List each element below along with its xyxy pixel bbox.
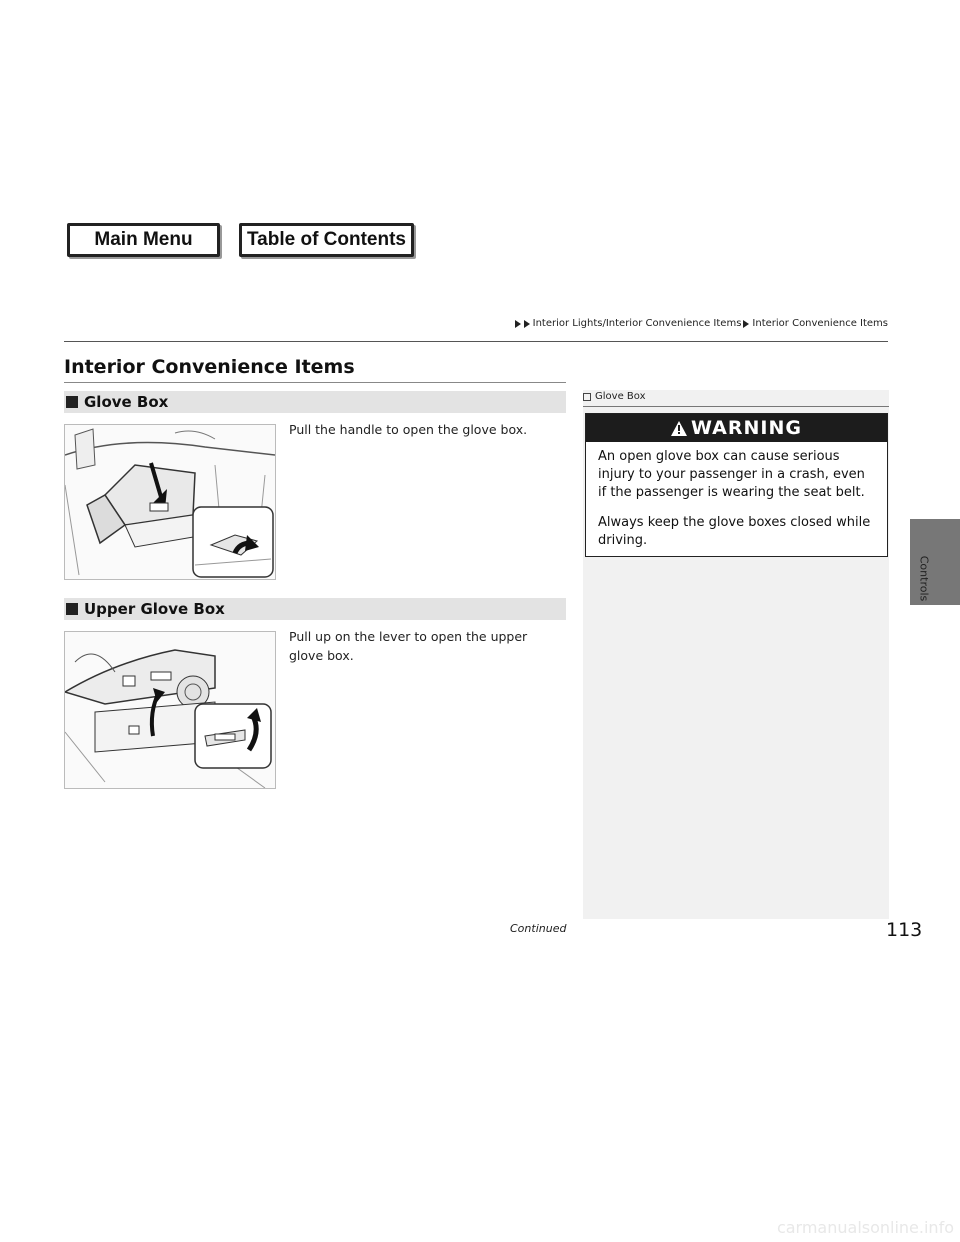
breadcrumb-part-2: Interior Convenience Items — [752, 318, 888, 329]
main-menu-button[interactable]: Main Menu — [67, 223, 220, 257]
breadcrumb-arrow-icon — [515, 320, 521, 328]
breadcrumb-arrow-icon — [524, 320, 530, 328]
breadcrumb-arrow-icon — [743, 320, 749, 328]
warning-text — [586, 442, 887, 550]
warning-paragraph-2: Always keep the glove boxes closed while driving. — [598, 515, 871, 548]
section-square-icon — [66, 603, 78, 615]
glove-box-illustration — [64, 424, 276, 580]
section-heading-upper-glove-box — [64, 598, 566, 620]
section-heading-glove-box — [64, 391, 566, 413]
title-rule — [64, 382, 566, 383]
upper-glove-box-drawing — [65, 632, 275, 788]
header-rule — [64, 341, 888, 342]
section-square-icon — [66, 396, 78, 408]
continued-label: Continued — [510, 922, 567, 935]
chapter-tab — [913, 554, 933, 614]
warning-box — [585, 413, 888, 557]
upper-glove-box-instruction: Pull up on the lever to open the upper glove box. — [289, 629, 528, 663]
watermark-text: carmanualsonline.info — [776, 1218, 954, 1237]
page-title: Interior Convenience Items — [64, 356, 355, 378]
chapter-tab-label: Controls — [917, 555, 931, 602]
warning-paragraph-1: An open glove box can cause serious injury to your passenger in a crash, even if the passenger is wearing the seat belt. — [598, 449, 865, 500]
side-note-heading — [583, 391, 645, 402]
section-heading-label: Glove Box — [84, 393, 169, 411]
warning-triangle-icon — [671, 421, 687, 436]
breadcrumb — [515, 318, 888, 329]
side-note-title: Glove Box — [595, 391, 646, 402]
upper-glove-box-illustration — [64, 631, 276, 789]
page-number: 113 — [886, 919, 923, 941]
glove-box-instruction: Pull the handle to open the glove box. — [289, 422, 528, 437]
section-heading-label: Upper Glove Box — [84, 600, 225, 618]
glove-box-drawing — [65, 425, 275, 579]
warning-header — [586, 414, 887, 442]
note-reference-icon — [583, 393, 591, 401]
breadcrumb-part-1: Interior Lights/Interior Convenience Items — [532, 318, 742, 329]
table-of-contents-button[interactable]: Table of Contents — [239, 223, 414, 257]
warning-label: WARNING — [691, 417, 802, 439]
side-note-rule — [583, 406, 889, 407]
